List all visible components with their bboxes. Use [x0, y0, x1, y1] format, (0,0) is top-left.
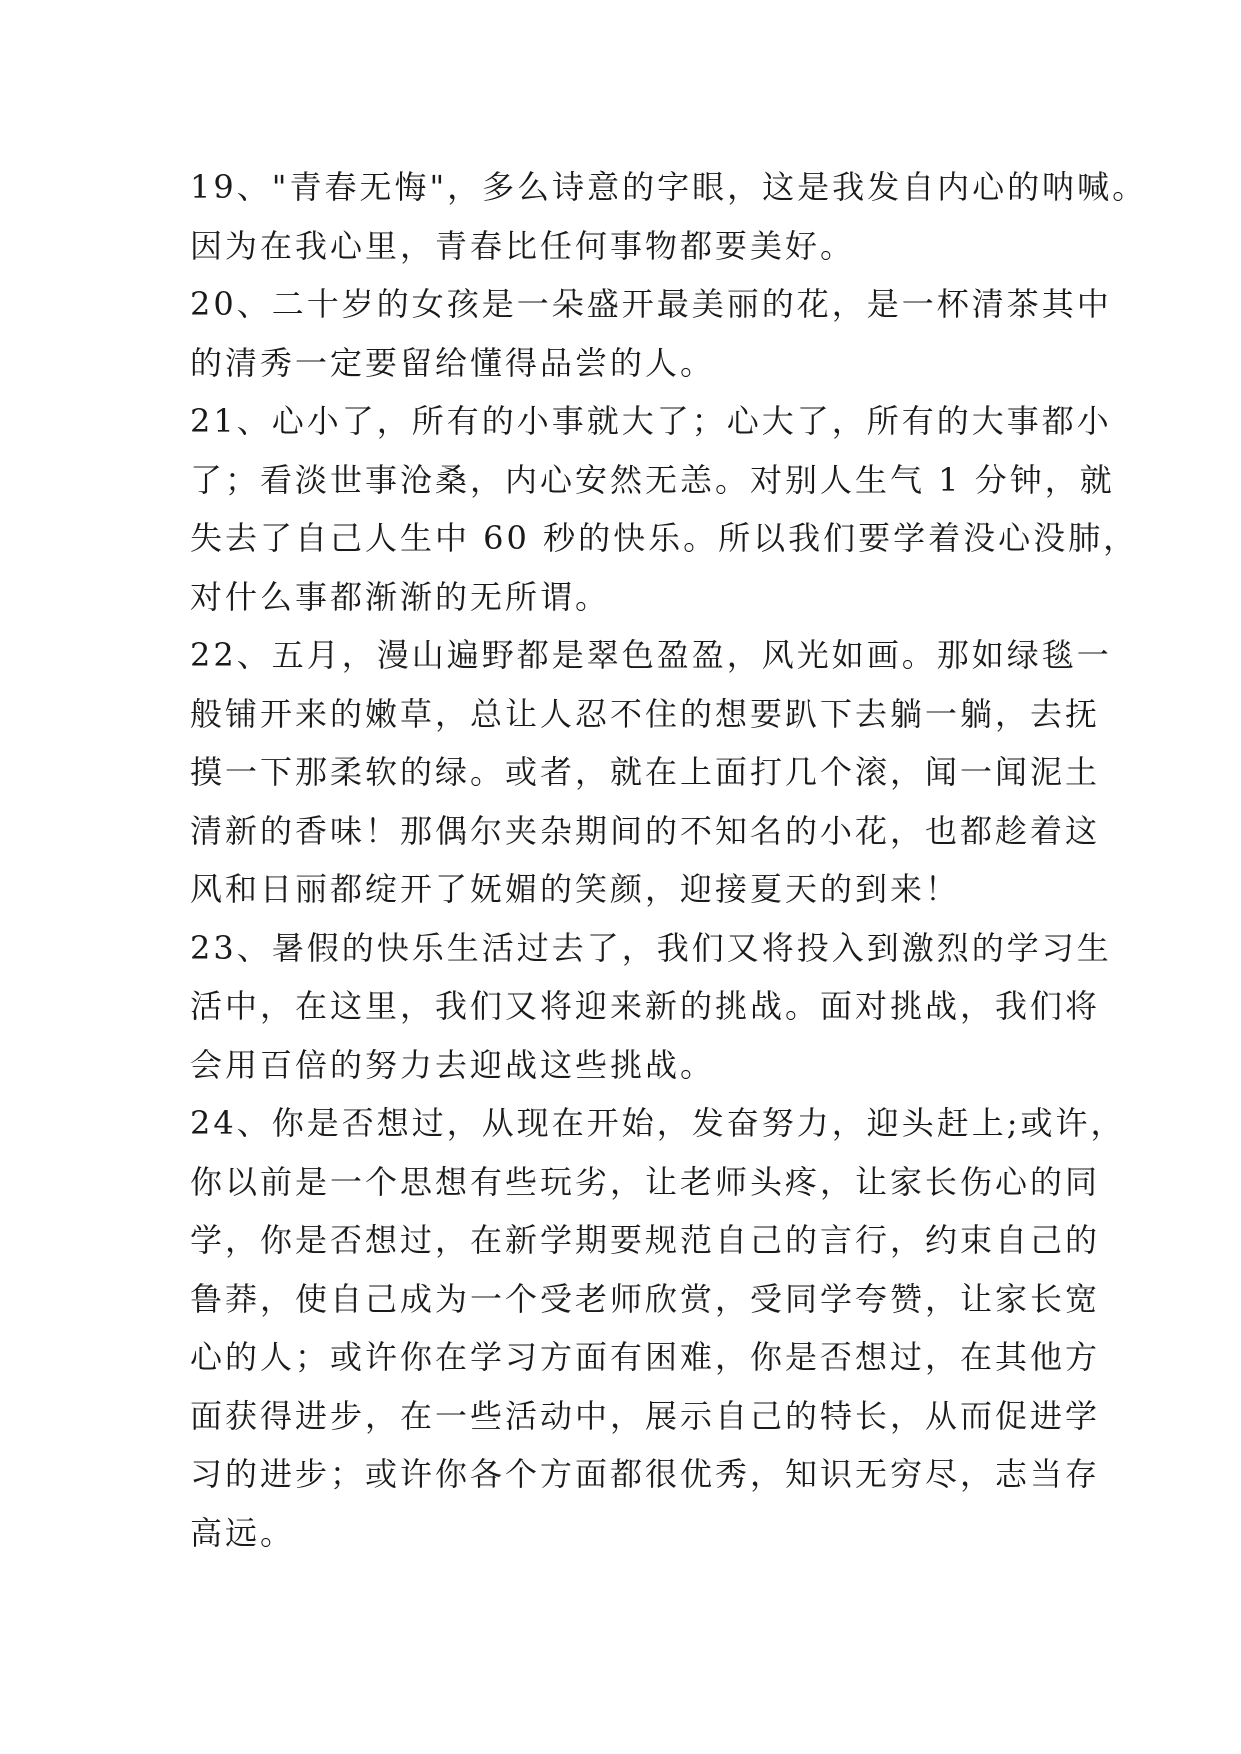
paragraph-24 [190, 1094, 1126, 1562]
text-line: 风和日丽都绽开了妩媚的笑颜，迎接夏天的到来！ [190, 870, 961, 908]
text-line: 习的进步；或许你各个方面都很优秀，知识无穷尽，志当存 [190, 1455, 1101, 1493]
paragraph-23 [190, 919, 1112, 1095]
text-line: 鲁莽，使自己成为一个受老师欣赏，受同学夸赞，让家长宽 [190, 1279, 1101, 1318]
text-line: 因为在我心里，青春比任何事物都要美好。 [190, 226, 856, 265]
text-line: 24、你是否想过，从现在开始，发奋努力，迎头赶上;或许， [190, 1104, 1126, 1142]
text-line: 学，你是否想过，在新学期要规范自己的言行，约束自己的 [190, 1221, 1101, 1259]
text-line: 21、心小了，所有的小事就大了；心大了，所有的大事都小 [190, 402, 1112, 440]
text-line: 23、暑假的快乐生活过去了，我们又将投入到激烈的学习生 [190, 928, 1112, 967]
paragraph-20 [190, 275, 1112, 392]
text-line: 活中，在这里，我们又将迎来新的挑战。面对挑战，我们将 [190, 987, 1101, 1025]
paragraph-21 [190, 392, 1139, 626]
text-line: 会用百倍的努力去迎战这些挑战。 [190, 1045, 716, 1084]
text-line: 19、"青春无悔"，多么诗意的字眼，这是我发自内心的呐喊。 [190, 168, 1148, 206]
text-line: 摸一下那柔软的绿。或者，就在上面打几个滚，闻一闻泥土 [190, 753, 1101, 791]
text-line: 20、二十岁的女孩是一朵盛开最美丽的花，是一杯清茶其中 [190, 285, 1112, 323]
text-line: 面获得进步，在一些活动中，展示自己的特长，从而促进学 [190, 1396, 1101, 1435]
text-line: 了；看淡世事沧桑，内心安然无恙。对别人生气 1 分钟，就 [190, 460, 1115, 499]
paragraph-22 [190, 626, 1112, 919]
paragraph-19 [190, 158, 1148, 275]
text-line: 失去了自己人生中 60 秒的快乐。所以我们要学着没心没肺， [190, 519, 1139, 557]
text-line: 你以前是一个思想有些玩劣，让老师头疼，让家长伤心的同 [190, 1162, 1101, 1201]
text-line: 的清秀一定要留给懂得品尝的人。 [190, 343, 716, 382]
text-line: 高远。 [190, 1513, 296, 1552]
text-line: 心的人；或许你在学习方面有困难，你是否想过，在其他方 [190, 1338, 1101, 1376]
text-line: 般铺开来的嫩草，总让人忍不住的想要趴下去躺一躺，去抚 [190, 694, 1101, 733]
text-line: 对什么事都渐渐的无所谓。 [190, 577, 611, 616]
text-line: 清新的香味！那偶尔夹杂期间的不知名的小花，也都趁着这 [190, 811, 1101, 850]
text-line: 22、五月，漫山遍野都是翠色盈盈，风光如画。那如绿毯一 [190, 636, 1112, 674]
document-body [190, 158, 1148, 1562]
